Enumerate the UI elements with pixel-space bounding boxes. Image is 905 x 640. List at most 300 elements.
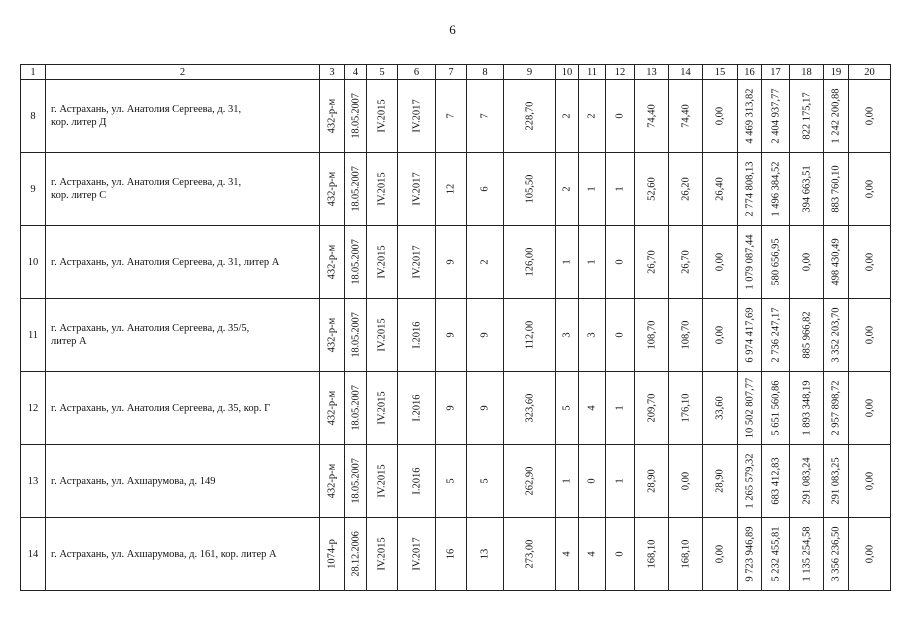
column-header: 8 [467, 65, 504, 80]
table-row [21, 372, 891, 445]
cell-c5 [367, 226, 398, 299]
cell-c10 [556, 226, 579, 299]
cell-c20 [849, 518, 891, 591]
cell-c5 [367, 153, 398, 226]
cell-value: 108,70 [646, 320, 657, 350]
cell-c13 [635, 299, 669, 372]
cell-value: 18.05.2007 [350, 385, 361, 431]
cell-c8 [467, 153, 504, 226]
cell-c10 [556, 372, 579, 445]
cell-value: 1 496 384,52 [770, 161, 781, 217]
cell-value: 105,50 [524, 174, 535, 204]
cell-value: 0 [614, 113, 626, 119]
address-line: г. Астрахань, ул. Ахшарумова, д. 161, кор. литер А [51, 548, 277, 560]
cell-value: 0,00 [864, 544, 875, 564]
cell-c5 [367, 299, 398, 372]
cell-c10 [556, 153, 579, 226]
cell-c9 [504, 445, 556, 518]
cell-c19 [824, 372, 849, 445]
cell-c19 [824, 226, 849, 299]
cell-value: 0,00 [864, 471, 875, 491]
cell-value: 28,90 [714, 469, 726, 493]
cell-value: 323,60 [524, 393, 535, 423]
housing-table [20, 64, 891, 591]
cell-value: 4 [586, 405, 598, 411]
cell-value: 0 [586, 478, 598, 484]
cell-c3 [320, 299, 345, 372]
cell-c12 [606, 518, 635, 591]
cell-value: 1 [614, 405, 626, 411]
cell-value: 18.05.2007 [350, 166, 361, 212]
cell-value: 0,00 [714, 544, 726, 564]
cell-value: 394 663,51 [801, 165, 812, 213]
cell-c13 [635, 153, 669, 226]
cell-value: 2 [479, 259, 491, 265]
cell-c14 [669, 518, 703, 591]
header-row [21, 65, 891, 80]
cell-c12 [606, 372, 635, 445]
cell-c9 [504, 153, 556, 226]
cell-c12 [606, 445, 635, 518]
cell-value: 176,10 [680, 393, 691, 423]
cell-value: 4 [586, 551, 598, 557]
cell-c18 [790, 518, 824, 591]
cell-value: 1 [586, 259, 598, 265]
cell-c11 [579, 80, 606, 153]
address-cell [46, 80, 320, 153]
column-header: 5 [367, 65, 398, 80]
cell-c3 [320, 445, 345, 518]
cell-c18 [790, 153, 824, 226]
row-number: 8 [21, 80, 46, 153]
cell-c13 [635, 372, 669, 445]
column-header: 9 [504, 65, 556, 80]
cell-value: 0,00 [801, 252, 812, 272]
address-cell [46, 299, 320, 372]
cell-c20 [849, 153, 891, 226]
cell-value: 432-р-м [326, 244, 338, 280]
cell-c3 [320, 518, 345, 591]
cell-value: 5 [479, 478, 491, 484]
cell-value: 168,10 [646, 539, 657, 569]
cell-c17 [762, 80, 790, 153]
cell-c14 [669, 445, 703, 518]
cell-c17 [762, 153, 790, 226]
cell-value: 432-р-м [326, 317, 338, 353]
cell-value: 9 [479, 332, 491, 338]
cell-value: 1 [614, 478, 626, 484]
row-number: 9 [21, 153, 46, 226]
column-header: 16 [738, 65, 762, 80]
cell-value: 262,90 [524, 466, 535, 496]
cell-value: 683 412,83 [770, 457, 781, 505]
address-line: г. Астрахань, ул. Анатолия Сергеева, д. 35, кор. Г [51, 402, 271, 414]
cell-c6 [398, 299, 436, 372]
address-line: г. Астрахань, ул. Анатолия Сергеева, д. 31, [51, 177, 242, 188]
cell-value: 4 [561, 551, 573, 557]
cell-c5 [367, 80, 398, 153]
cell-c15 [703, 226, 738, 299]
cell-value: 18.05.2007 [350, 239, 361, 285]
address-cell [46, 153, 320, 226]
cell-c9 [504, 226, 556, 299]
cell-c10 [556, 518, 579, 591]
cell-value: 432-р-м [326, 463, 338, 499]
cell-value: 0,00 [680, 471, 691, 491]
cell-c6 [398, 372, 436, 445]
cell-c16 [738, 226, 762, 299]
cell-c11 [579, 445, 606, 518]
cell-c16 [738, 445, 762, 518]
cell-value: 33,60 [714, 396, 726, 420]
cell-value: 883 760,10 [830, 165, 842, 213]
cell-c12 [606, 299, 635, 372]
cell-c12 [606, 226, 635, 299]
cell-value: 822 175,17 [801, 92, 812, 140]
cell-value: 3 [561, 332, 573, 338]
cell-value: 273,00 [524, 539, 535, 569]
cell-c16 [738, 518, 762, 591]
cell-value: 0,00 [864, 325, 875, 345]
cell-value: IV.2015 [376, 172, 388, 206]
cell-c15 [703, 518, 738, 591]
cell-c4 [345, 372, 367, 445]
table-row [21, 518, 891, 591]
cell-c15 [703, 445, 738, 518]
column-header: 7 [436, 65, 467, 80]
cell-c7 [436, 80, 467, 153]
table-row [21, 299, 891, 372]
cell-c7 [436, 445, 467, 518]
cell-value: 18.05.2007 [350, 93, 361, 139]
address-line: кор. литер С [51, 190, 107, 201]
cell-value: 291 083,24 [801, 457, 812, 505]
cell-value: 108,70 [680, 320, 691, 350]
cell-value: 168,10 [680, 539, 691, 569]
cell-c9 [504, 372, 556, 445]
cell-value: 0,00 [714, 252, 726, 272]
cell-c4 [345, 80, 367, 153]
address-line: г. Астрахань, ул. Анатолия Сергеева, д. 35/5, [51, 323, 250, 334]
cell-value: 885 966,82 [801, 311, 812, 359]
cell-value: 1 [614, 186, 626, 192]
table-row [21, 153, 891, 226]
cell-value: 2 957 898,72 [830, 380, 842, 436]
column-header: 12 [606, 65, 635, 80]
cell-value: 9 [445, 332, 457, 338]
cell-c13 [635, 226, 669, 299]
cell-value: IV.2017 [411, 172, 422, 206]
row-number: 12 [21, 372, 46, 445]
cell-value: 1 135 254,58 [801, 526, 812, 582]
cell-c8 [467, 226, 504, 299]
cell-value: 2 404 937,77 [770, 88, 781, 144]
cell-value: 9 723 946,89 [744, 526, 755, 582]
cell-value: 0,00 [864, 252, 875, 272]
cell-value: 0 [614, 332, 626, 338]
cell-c10 [556, 80, 579, 153]
cell-value: 498 430,49 [830, 238, 842, 286]
cell-value: 580 656,95 [770, 238, 781, 286]
column-header: 14 [669, 65, 703, 80]
cell-c20 [849, 445, 891, 518]
cell-value: 28.12.2006 [350, 531, 361, 577]
cell-value: 0,00 [714, 325, 726, 345]
cell-value: 9 [445, 259, 457, 265]
cell-c9 [504, 80, 556, 153]
cell-c11 [579, 153, 606, 226]
cell-value: 2 [586, 113, 598, 119]
cell-value: 2 [561, 113, 573, 119]
cell-c18 [790, 445, 824, 518]
cell-c17 [762, 226, 790, 299]
cell-c14 [669, 299, 703, 372]
cell-c14 [669, 80, 703, 153]
cell-c13 [635, 80, 669, 153]
column-header: 6 [398, 65, 436, 80]
cell-value: I.2016 [411, 394, 422, 422]
cell-c6 [398, 518, 436, 591]
cell-value: 1 [561, 478, 573, 484]
cell-c14 [669, 226, 703, 299]
cell-value: 112,00 [524, 320, 535, 350]
cell-c8 [467, 445, 504, 518]
cell-value: 291 083,25 [830, 457, 842, 505]
cell-value: 2 774 808,13 [744, 161, 755, 217]
column-header: 17 [762, 65, 790, 80]
cell-c9 [504, 518, 556, 591]
cell-value: 10 502 807,77 [744, 377, 755, 439]
cell-value: 5 232 455,81 [770, 526, 781, 582]
cell-c4 [345, 153, 367, 226]
cell-c19 [824, 518, 849, 591]
cell-c15 [703, 80, 738, 153]
cell-c8 [467, 299, 504, 372]
cell-c14 [669, 372, 703, 445]
cell-value: 228,70 [524, 101, 535, 131]
cell-c3 [320, 226, 345, 299]
cell-value: 5 [445, 478, 457, 484]
column-header: 3 [320, 65, 345, 80]
cell-c14 [669, 153, 703, 226]
cell-c16 [738, 153, 762, 226]
cell-c9 [504, 299, 556, 372]
cell-c18 [790, 226, 824, 299]
cell-c11 [579, 518, 606, 591]
table-row [21, 80, 891, 153]
cell-c12 [606, 153, 635, 226]
cell-c18 [790, 299, 824, 372]
cell-c17 [762, 372, 790, 445]
cell-value: IV.2015 [376, 245, 388, 279]
cell-c10 [556, 445, 579, 518]
cell-c19 [824, 445, 849, 518]
cell-c4 [345, 226, 367, 299]
table-body [21, 80, 891, 591]
cell-value: IV.2015 [376, 391, 388, 425]
cell-c19 [824, 80, 849, 153]
cell-c16 [738, 372, 762, 445]
cell-c7 [436, 518, 467, 591]
cell-value: IV.2015 [376, 537, 388, 571]
table-row [21, 445, 891, 518]
cell-value: 1 [586, 186, 598, 192]
address-cell [46, 518, 320, 591]
cell-c16 [738, 80, 762, 153]
cell-c18 [790, 80, 824, 153]
address-cell [46, 445, 320, 518]
cell-value: 18.05.2007 [350, 458, 361, 504]
cell-c4 [345, 445, 367, 518]
cell-c18 [790, 372, 824, 445]
cell-c12 [606, 80, 635, 153]
cell-value: 1074-р [326, 539, 338, 569]
cell-value: 0 [614, 259, 626, 265]
cell-value: 7 [445, 113, 457, 119]
cell-c5 [367, 372, 398, 445]
cell-value: IV.2015 [376, 464, 388, 498]
column-header: 2 [46, 65, 320, 80]
cell-value: 1 [561, 259, 573, 265]
cell-value: IV.2015 [376, 318, 388, 352]
cell-c17 [762, 518, 790, 591]
cell-value: 0,00 [864, 179, 875, 199]
cell-value: 26,40 [714, 177, 726, 201]
cell-c15 [703, 153, 738, 226]
cell-value: I.2016 [411, 321, 422, 349]
cell-c3 [320, 80, 345, 153]
address-cell [46, 372, 320, 445]
cell-c6 [398, 80, 436, 153]
column-header: 10 [556, 65, 579, 80]
cell-c6 [398, 226, 436, 299]
cell-value: 3 352 203,70 [830, 307, 842, 363]
column-header: 18 [790, 65, 824, 80]
cell-c7 [436, 226, 467, 299]
cell-value: 74,40 [646, 104, 657, 128]
column-header: 11 [579, 65, 606, 80]
cell-value: 5 651 560,86 [770, 380, 781, 436]
address-line: г. Астрахань, ул. Анатолия Сергеева, д. 31, [51, 104, 242, 115]
address-line: литер А [51, 336, 87, 347]
cell-c13 [635, 518, 669, 591]
cell-value: 5 [561, 405, 573, 411]
cell-c8 [467, 372, 504, 445]
row-number: 13 [21, 445, 46, 518]
cell-value: 126,00 [524, 247, 535, 277]
cell-c7 [436, 153, 467, 226]
cell-value: 1 893 348,19 [801, 380, 812, 436]
cell-value: 6 974 417,69 [744, 307, 755, 363]
cell-value: 7 [479, 113, 491, 119]
cell-value: IV.2017 [411, 537, 422, 571]
cell-c7 [436, 299, 467, 372]
cell-value: 26,20 [680, 177, 691, 201]
cell-value: IV.2015 [376, 99, 388, 133]
cell-c16 [738, 299, 762, 372]
cell-c4 [345, 299, 367, 372]
row-number: 14 [21, 518, 46, 591]
address-line: г. Астрахань, ул. Ахшарумова, д. 149 [51, 475, 216, 487]
cell-value: 9 [445, 405, 457, 411]
cell-c5 [367, 518, 398, 591]
table-row [21, 226, 891, 299]
column-header: 19 [824, 65, 849, 80]
cell-c15 [703, 299, 738, 372]
cell-value: 2 736 247,17 [770, 307, 781, 363]
cell-value: 0,00 [864, 398, 875, 418]
cell-value: 432-р-м [326, 98, 338, 134]
cell-c13 [635, 445, 669, 518]
cell-value: 28,90 [646, 469, 657, 493]
cell-value: 74,40 [680, 104, 691, 128]
cell-value: 1 242 200,88 [830, 88, 842, 144]
cell-value: I.2016 [411, 467, 422, 495]
cell-value: 432-р-м [326, 390, 338, 426]
cell-c11 [579, 372, 606, 445]
page-number: 6 [449, 22, 456, 37]
cell-c7 [436, 372, 467, 445]
cell-value: 3 356 236,50 [830, 526, 842, 582]
cell-value: 16 [445, 548, 457, 560]
cell-c20 [849, 299, 891, 372]
cell-c6 [398, 445, 436, 518]
cell-value: 6 [479, 186, 491, 192]
cell-value: 9 [479, 405, 491, 411]
address-cell [46, 226, 320, 299]
cell-c19 [824, 299, 849, 372]
cell-c20 [849, 226, 891, 299]
cell-c11 [579, 299, 606, 372]
cell-c17 [762, 299, 790, 372]
cell-value: 3 [586, 332, 598, 338]
cell-value: 12 [445, 183, 457, 195]
cell-value: 1 265 579,32 [744, 453, 755, 509]
cell-value: IV.2017 [411, 99, 422, 133]
cell-c15 [703, 372, 738, 445]
cell-value: 18.05.2007 [350, 312, 361, 358]
cell-value: 4 469 313,82 [744, 88, 755, 144]
cell-value: 2 [561, 186, 573, 192]
cell-value: 26,70 [680, 250, 691, 274]
cell-value: 1 079 087,44 [744, 234, 755, 290]
cell-value: 0,00 [864, 106, 875, 126]
cell-value: IV.2017 [411, 245, 422, 279]
address-line: кор. литер Д [51, 117, 107, 128]
cell-value: 13 [479, 548, 491, 560]
address-line: г. Астрахань, ул. Анатолия Сергеева, д. 31, литер А [51, 256, 280, 268]
column-header: 13 [635, 65, 669, 80]
cell-value: 26,70 [646, 250, 657, 274]
cell-c4 [345, 518, 367, 591]
cell-c8 [467, 518, 504, 591]
cell-c8 [467, 80, 504, 153]
cell-value: 0,00 [714, 106, 726, 126]
cell-c20 [849, 372, 891, 445]
cell-value: 432-р-м [326, 171, 338, 207]
cell-value: 0 [614, 551, 626, 557]
cell-c11 [579, 226, 606, 299]
row-number: 11 [21, 299, 46, 372]
row-number: 10 [21, 226, 46, 299]
cell-c3 [320, 153, 345, 226]
cell-value: 209,70 [646, 393, 657, 423]
cell-c5 [367, 445, 398, 518]
column-header: 15 [703, 65, 738, 80]
column-header: 4 [345, 65, 367, 80]
cell-c19 [824, 153, 849, 226]
column-header: 1 [21, 65, 46, 80]
